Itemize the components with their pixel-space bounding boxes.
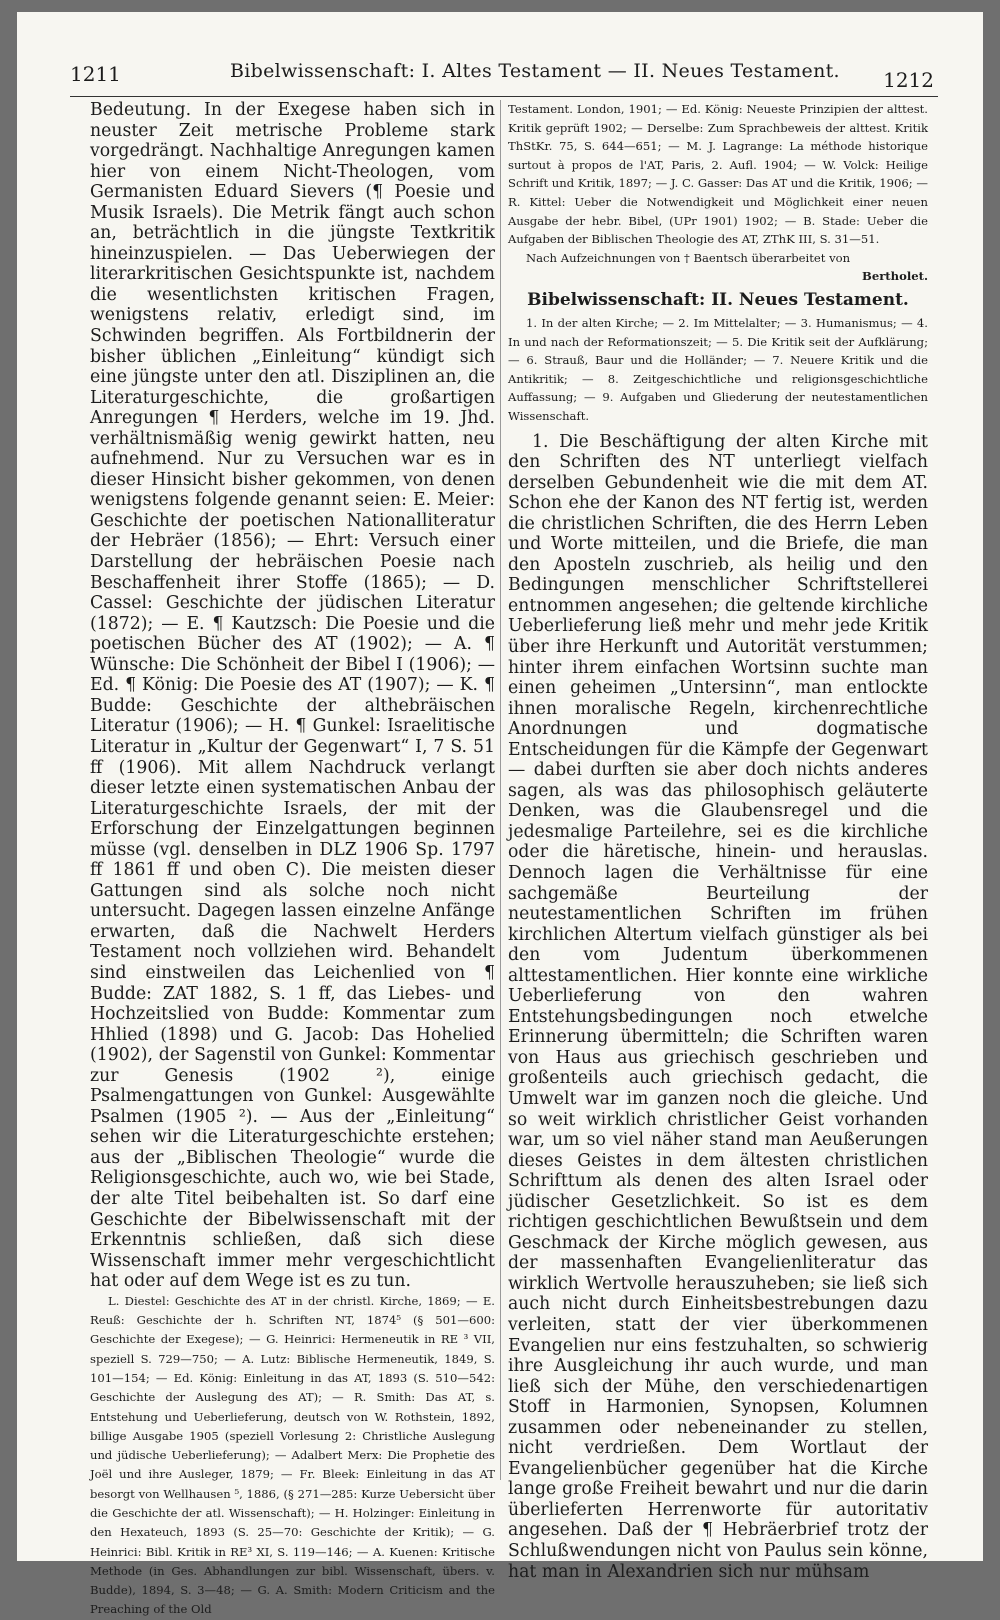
right-body-text: 1. Die Beschäftigung der alten Kirche mit den Schriften des NT unterliegt vielfach derselben Gebundenheit wie die mit dem AT. Schon ehe der Kanon des NT fertig ist, werden die christlichen Schriften, die des Herrn Leben und Worte mitteilen, und die Briefe, die man den Aposteln zuschrieb, als heilig und den Bedingungen menschlicher Schriftstellerei entnommen angesehen; die geltende kirchliche Ueberlieferung ließ mehr und mehr jede Kritik über ihre Herkunft und Autorität verstummen; hinter ihrem einfachen Wortsinn suchte man einen geheimen „Untersinn“, man entlockte ihnen moralische Regeln, kirchenrechtliche Anordnungen und dogmatische Entscheidungen für die Kämpfe der Gegenwart — dabei durften sie aber doch nichts anderes sagen, als was das philosophisch geläuterte Denken, was die Glaubensregel und die jedesmalige Parteilehre, sei es die kirchliche oder die häretische, hinein- und herauslas. Dennoch lagen die Verhältnisse für eine sachgemäße Beurteilung der neutestamentlichen Schriften im frühen kirchlichen Altertum vielfach günstiger als bei den vom Judentum überkommenen alttestamentlichen. Hier konnte eine wirkliche Ueberlieferung von den wahren Entstehungsbedingungen noch etwelche Erinnerung übermitteln; die Schriften waren von Haus aus griechisch geschrieben und großenteils auch griechisch gedacht, die Umwelt war im ganzen noch die gleiche. Und so weit wirklich christlicher Geist vorhanden war, um so viel näher stand man Aeußerungen dieses Geistes in dem ältesten christlichen Schrifttum als denen des alten Israel oder jüdischer Gesetzlichkeit. So ist es dem richtigen geschichtlichen Bewußtsein und dem Geschmack der Kirche möglich gewesen, aus der massenhaften Evangelienliteratur das wirklich Wertvolle herauszuheben; sie ließ sich auch nicht durch Einheitsbestrebungen dazu verleiten, statt der vier überkommenen Evangelien nur eins festzuhalten, so schwierig ihre Ausgleichung ihr auch wurde, und man ließ sich der Mühe, den verschiedenartigen Stoff in Harmonien, Synopsen, Kolumnen zusammen oder nebeneinander zu stellen, nicht verdrießen. Dem Wortlaut der Evangelienbücher gegenüber hat die Kirche lange große Freiheit bewahrt und nur die darin überlieferten Herrenworte für autoritativ angesehen. Daß der ¶ Hebräerbrief trotz der Schlußwendungen nicht von Paulus sein könne, hat man in Alexandrien sich nur mühsam: [508, 431, 928, 1582]
right-references-continued: Testament. London, 1901; — Ed. König: Neueste Prinzipien der alttest. Kritik geprüft 1902; — Derselbe: Zum Sprachbeweis der alttest. Kritik ThStKr. 75, S. 644—651; — M. J. Lagrange: La méthode historique surtout à propos de l'AT, Paris, 2. Aufl. 1904; — W. Volck: Heilige Schrift und Kritik, 1897; — J. C. Gasser: Das AT und die Kritik, 1906; — R. Kittel: Ueber die Notwendigkeit und Möglichkeit einer neuen Ausgabe der hebr. Bibel, (UPr 1901) 1902; — B. Stade: Ueber die Aufgaben der Biblischen Theologie des AT, ZThK III, S. 31—51.: [508, 102, 928, 247]
signature-name: [508, 267, 928, 286]
right-column: [508, 100, 928, 1582]
left-references: L. Diestel: Geschichte des AT in der christl. Kirche, 1869; — E. Reuß: Geschichte der h. Schriften NT, 1874⁵ (§ 501—600: Geschichte der Exegese); — G. Heinrici: Hermeneutik in RE ³ VII, speziell S. 729—750; — A. Lutz: Biblische Hermeneutik, 1849, S. 101—154; — Ed. König: Einleitung in das AT, 1893 (S. 510—542: Geschichte der Auslegung des AT); — R. Smith: Das AT, s. Entstehung und Ueberlieferung, deutsch von W. Rothstein, 1892, billige Ausgabe 1905 (speziell Vorlesung 2: Christliche Auslegung und jüdische Ueberlieferung); — Adalbert Merx: Die Prophetie des Joël und ihre Ausleger, 1879; — Fr. Bleek: Einleitung in das AT besorgt von Wellhausen ⁵, 1886, (§ 271—285: Kurze Uebersicht über die Geschichte der atl. Wissenschaft); — H. Holzinger: Einleitung in den Hexateuch, 1893 (S. 25—70: Geschichte der Kritik); — G. Heinrici: Bibl. Kritik in RE³ XI, S. 119—146; — A. Kuenen: Kritische Methode (in Ges. Abhandlungen zur bibl. Wissenschaft, übers. v. Budde), 1894, S. 3—48; — G. A. Smith: Modern Criticism and the Preaching of the Old: [90, 1293, 495, 1617]
author-name: Bertholet.: [862, 269, 928, 284]
page-header: [70, 56, 938, 97]
page-number-right: 1212: [883, 68, 934, 92]
left-column: [90, 100, 495, 1617]
signature-line: Nach Aufzeichnungen von † Baentsch überarbeitet von: [526, 250, 851, 265]
column-divider: [500, 100, 501, 1480]
page-number-left: 1211: [70, 62, 121, 86]
section-contents: 1. In der alten Kirche; — 2. Im Mittelalter; — 3. Humanismus; — 4. In und nach der Reformationszeit; — 5. Die Kritik seit der Aufklärung; — 6. Strauß, Baur und die Holländer; — 7. Neuere Kritik und die Antikritik; — 8. Zeitgeschichtliche und religionsgeschichtliche Auffassung; — 9. Aufgaben und Gliederung der neutestamentlichen Wissenschaft.: [508, 315, 928, 423]
left-body-text: Bedeutung. In der Exegese haben sich in neuster Zeit metrische Probleme stark vorgedrängt. Nachhaltige Anregungen kamen hier von einem Nicht-Theologen, vom Germanisten Eduard Sievers (¶ Poesie und Musik Israels). Die Metrik fängt auch schon an, beträchtlich in die jüngste Textkritik hineinzuspielen. — Das Ueberwiegen der literarkritischen Gesichtspunkte ist, nachdem die wesentlichsten kritischen Fragen, wenigstens relativ, erledigt sind, im Schwinden begriffen. Als Fortbildnerin der bisher üblichen „Einleitung“ kündigt sich eine jüngste unter den atl. Disziplinen an, die Literaturgeschichte, die großartigen Anregungen ¶ Herders, welche im 19. Jhd. verhältnismäßig wenig gewirkt hatten, neu aufnehmend. Nur zu Versuchen war es in dieser Hinsicht bisher gekommen, von denen wenigstens folgende genannt seien: E. Meier: Geschichte der poetischen Nationalliteratur der Hebräer (1856); — Ehrt: Versuch einer Darstellung der hebräischen Poesie nach Beschaffenheit ihrer Stoffe (1865); — D. Cassel: Geschichte der jüdischen Literatur (1872); — E. ¶ Kautzsch: Die Poesie und die poetischen Bücher des AT (1902); — A. ¶ Wünsche: Die Schönheit der Bibel I (1906); — Ed. ¶ König: Die Poesie des AT (1907); — K. ¶ Budde: Geschichte der althebräischen Literatur (1906); — H. ¶ Gunkel: Israelitische Literatur in „Kultur der Gegenwart“ I, 7 S. 51 ff (1906). Mit allem Nachdruck verlangt dieser letzte einen systematischen Anbau der Literaturgeschichte Israels, der mit der Erforschung der Einzelgattungen beginnen müsse (vgl. denselben in DLZ 1906 Sp. 1797 ff 1861 ff und oben C). Die meisten dieser Gattungen sind als solche noch nicht untersucht. Dagegen lassen einzelne Anfänge erwarten, daß die Nachwelt Herders Testament noch vollziehen wird. Behandelt sind einstweilen das Leichenlied von ¶ Budde: ZAT 1882, S. 1 ff, das Liebes- und Hochzeitslied von Budde: Kommentar zum Hhlied (1898) und G. Jacob: Das Hohelied (1902), der Sagenstil von Gunkel: Kommentar zur Genesis (1902 ²), einige Psalmengattungen von Gunkel: Ausgewählte Psalmen (1905 ²). — Aus der „Einleitung“ sehen wir die Literaturgeschichte erstehen; aus der „Biblischen Theologie“ wurde die Religionsgeschichte, auch wo, wie bei Stade, der alte Titel beibehalten ist. So darf eine Geschichte der Bibelwissenschaft mit der Erkenntnis schließen, daß sich diese Wissenschaft immer mehr vergeschichtlicht hat oder auf dem Wege ist es zu tun.: [90, 100, 495, 1292]
section-title: Bibelwissenschaft: II. Neues Testament.: [527, 289, 909, 310]
running-title: Bibelwissenschaft: I. Altes Testament — II. Neues Testament.: [230, 60, 840, 82]
